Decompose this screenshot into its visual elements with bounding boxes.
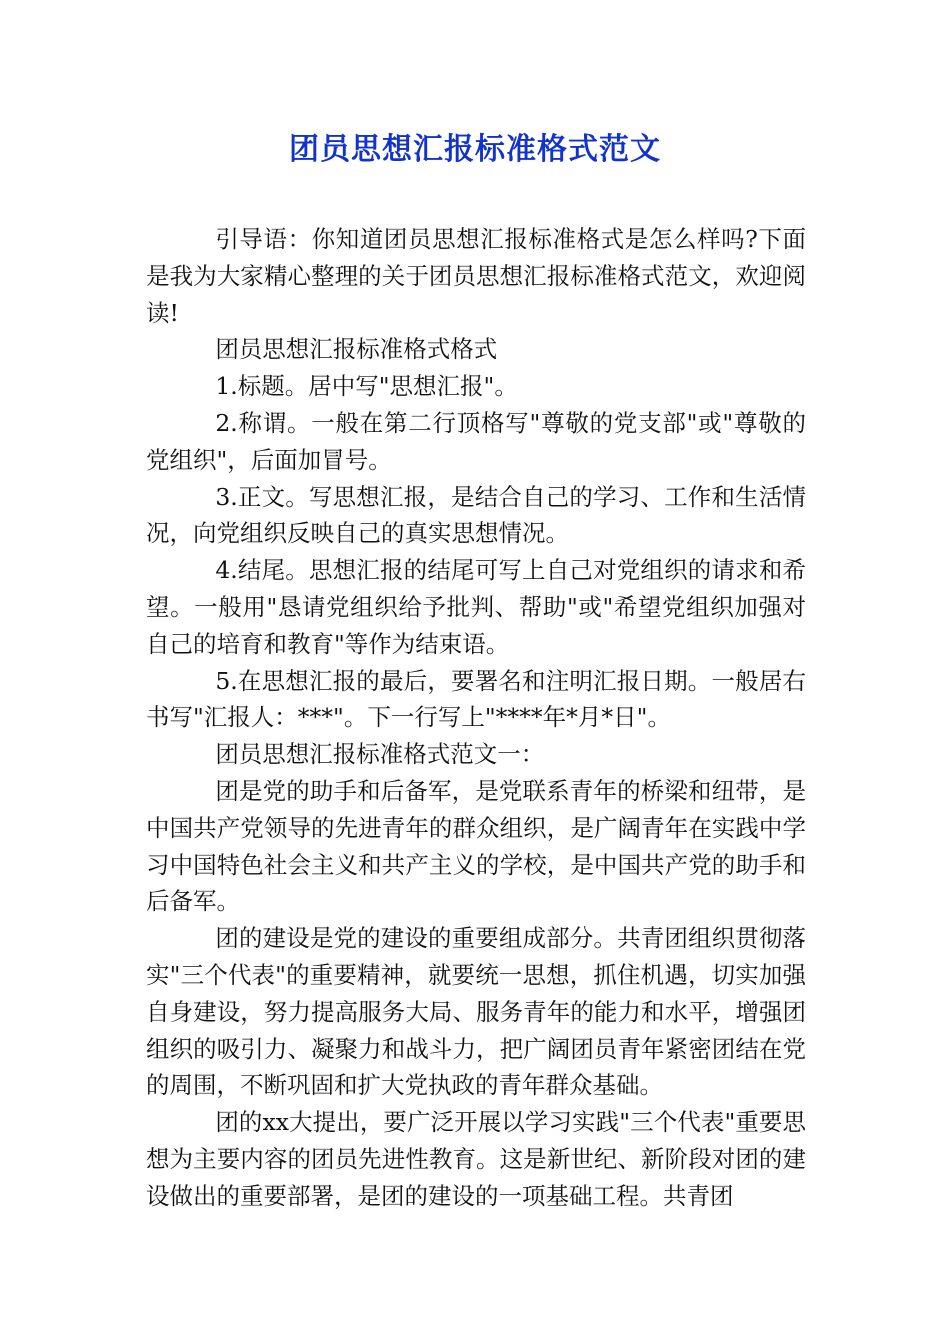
format-item-salutation: 2.称谓。一般在第二行顶格写"尊敬的党支部"或"尊敬的党组织"，后面加冒号。 xyxy=(146,408,806,474)
format-item-signature: 5.在思想汇报的最后，要署名和注明汇报日期。一般居右书写"汇报人：***"。下一行写上"****年*月*日"。 xyxy=(146,666,806,732)
sample-heading: 团员思想汇报标准格式范文一： xyxy=(215,740,545,769)
sample-paragraph: 团的xx大提出，要广泛开展以学习实践"三个代表"重要思想为主要内容的团员先进性教育。这是新世纪、新阶段对团的建设做出的重要部署，是团的建设的一项基础工程。共青团 xyxy=(146,1108,806,1210)
format-heading: 团员思想汇报标准格式格式 xyxy=(215,335,498,364)
sample-paragraph: 团是党的助手和后备军，是党联系青年的桥梁和纽带，是中国共产党领导的先进青年的群众组织，是广阔青年在实践中学习中国特色社会主义和共产主义的学校，是中国共产党的助手和后备军。 xyxy=(146,776,806,916)
format-item-ending: 4.结尾。思想汇报的结尾可写上自己对党组织的请求和希望。一般用"恳请党组织给予批判、帮助"或"希望党组织加强对自己的培育和教育"等作为结束语。 xyxy=(146,556,806,658)
intro-paragraph: 引导语：你知道团员思想汇报标准格式是怎么样吗?下面是我为大家精心整理的关于团员思想汇报标准格式范文，欢迎阅读! xyxy=(146,225,806,327)
sample-paragraph: 团的建设是党的建设的重要组成部分。共青团组织贯彻落实"三个代表"的重要精神，就要统一思想，抓住机遇，切实加强自身建设，努力提高服务大局、服务青年的能力和水平，增强团组织的吸引力、凝聚力和战斗力，把广阔团员青年紧密团结在党的周围，不断巩固和扩大党执政的青年群众基础。 xyxy=(146,924,806,1100)
document-title: 团员思想汇报标准格式范文 xyxy=(289,132,661,167)
document-body xyxy=(146,221,806,1215)
format-item-title: 1.标题。居中写"思想汇报"。 xyxy=(215,372,518,401)
format-item-body: 3.正文。写思想汇报，是结合自己的学习、工作和生活情况，向党组织反映自己的真实思想情况。 xyxy=(146,482,806,548)
